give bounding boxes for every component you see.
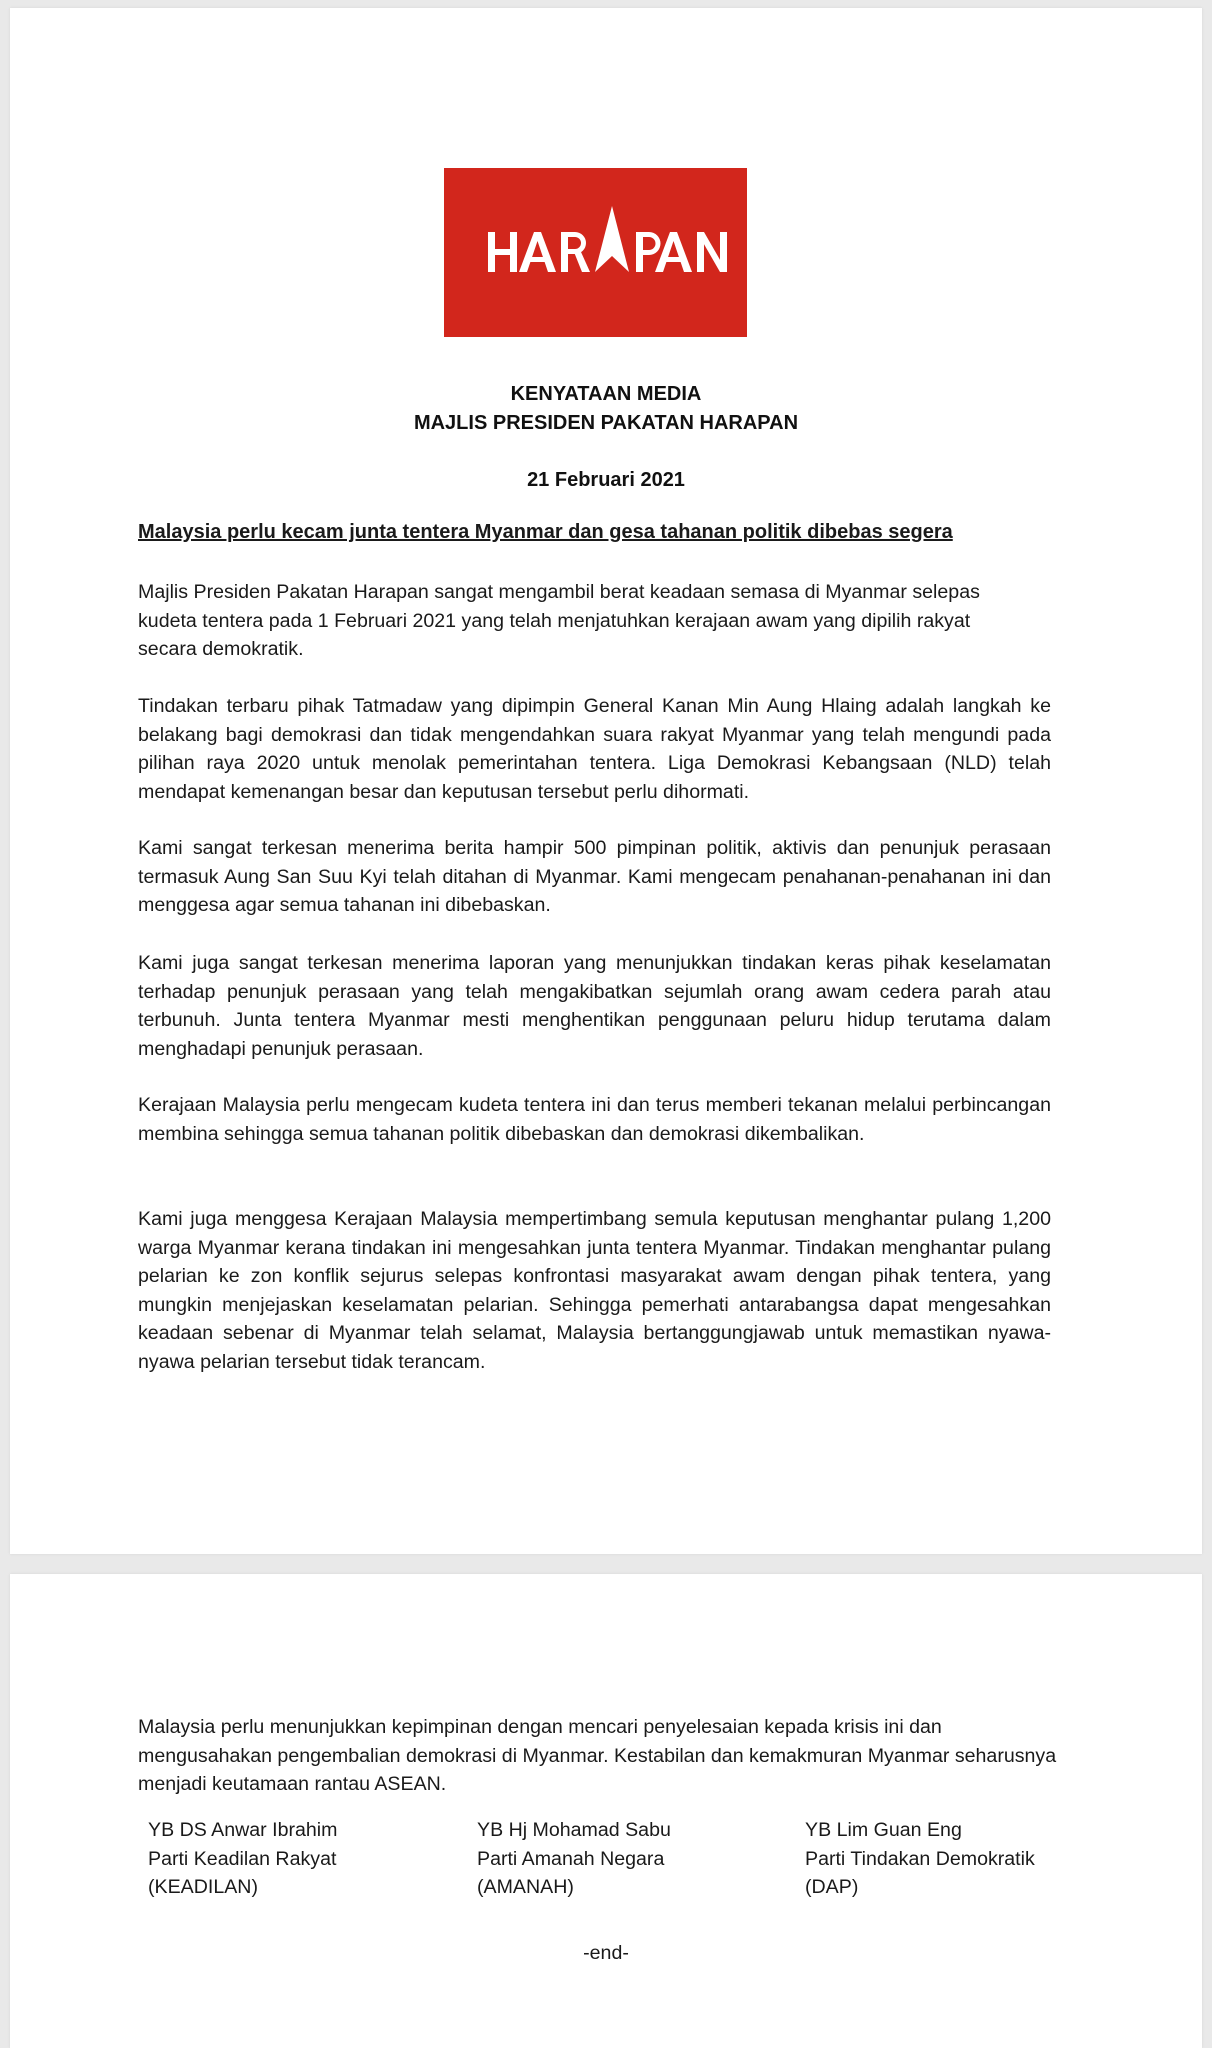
header-line-1: KENYATAAN MEDIA [510,383,702,405]
date: 21 Februari 2021 [527,469,685,491]
paragraph-1: Majlis Presiden Pakatan Harapan sangat mengambil berat keadaan semasa di Myanmar selepas kudeta tentera pada 1 Februari 2021 yang telah menjatuhkan kerajaan awam yang dipilih rakyat secara demokratik. [138,581,980,660]
paragraph-6: Kami juga menggesa Kerajaan Malaysia mempertimbang semula keputusan menghantar pulang 1,200 warga Myanmar kerana tindakan ini mengesahkan junta tentera Myanmar. Tindakan menghantar pulang pelarian ke zon konflik sejurus selepas konfrontasi masyarakat awam dengan pihak tentera, yang mungkin menjejaskan keselamatan pelarian. Sehingga pemerhati antarabangsa dapat mengesahkan keadaan sebenar di Myanmar telah selamat, Malaysia bertanggungjawab untuk memastikan nyawa-nyawa pelarian tersebut tidak terancam. [138,1208,1051,1373]
paragraph-2: Tindakan terbaru pihak Tatmadaw yang dipimpin General Kanan Min Aung Hlaing adalah langkah ke belakang bagi demokrasi dan tidak mengendahkan suara rakyat Myanmar yang telah mengundi pada pilihan raya 2020 untuk menolak pemerintahan tentera. Liga Demokrasi Kebangsaan (NLD) telah mendapat kemenangan besar dan keputusan tersebut perlu dihormati. [138,695,1051,803]
paragraph-5: Kerajaan Malaysia perlu mengecam kudeta tentera ini dan terus memberi tekanan melalui perbincangan membina sehingga semua tahanan politik dibebaskan dan demokrasi dikembalikan. [138,1094,1051,1145]
statement-title: Malaysia perlu kecam junta tentera Myanmar dan gesa tahanan politik dibebas segera [138,521,953,543]
harapan-logo [444,168,747,337]
signatory-party: Parti Amanah Negara [477,1847,665,1870]
paragraph-4: Kami juga sangat terkesan menerima laporan yang menunjukkan tindakan keras pihak keselamatan terhadap penunjuk perasaan yang telah mengakibatkan sejumlah orang awam cedera parah atau terbunuh. Junta tentera Myanmar mesti menghentikan penggunaan peluru hidup terutama dalam menghadapi penunjuk perasaan. [138,952,1051,1060]
paragraph-3: Kami sangat terkesan menerima berita hampir 500 pimpinan politik, aktivis dan penunjuk perasaan termasuk Aung San Suu Kyi telah ditahan di Myanmar. Kami mengecam penahanan-penahanan ini dan menggesa agar semua tahanan ini dibebaskan. [138,837,1051,916]
signatory-abbr: (KEADILAN) [148,1876,258,1898]
page-2 [10,1574,1202,2048]
signatory-1 [148,1816,337,1902]
end-marker: -end- [583,1942,629,1964]
signatory-3 [805,1816,1035,1902]
signatory-party: Parti Tindakan Demokratik [805,1847,1035,1870]
signatory-name: YB Hj Mohamad Sabu [477,1819,671,1841]
paragraph-7: Malaysia perlu menunjukkan kepimpinan dengan mencari penyelesaian kepada krisis ini dan mengusahakan pengembalian demokrasi di Myanmar. Kestabilan dan kemakmuran Myanmar seharusnya menjadi keutamaan rantau ASEAN. [138,1716,1057,1795]
signatory-party: Parti Keadilan Rakyat [148,1847,337,1870]
harapan-logo-mark [444,168,747,337]
signatory-2 [477,1816,671,1902]
signatory-name: YB DS Anwar Ibrahim [148,1819,338,1841]
signatory-name: YB Lim Guan Eng [805,1819,962,1841]
signatory-abbr: (AMANAH) [477,1876,574,1898]
signatory-abbr: (DAP) [805,1876,859,1898]
header-line-2: MAJLIS PRESIDEN PAKATAN HARAPAN [413,412,799,434]
